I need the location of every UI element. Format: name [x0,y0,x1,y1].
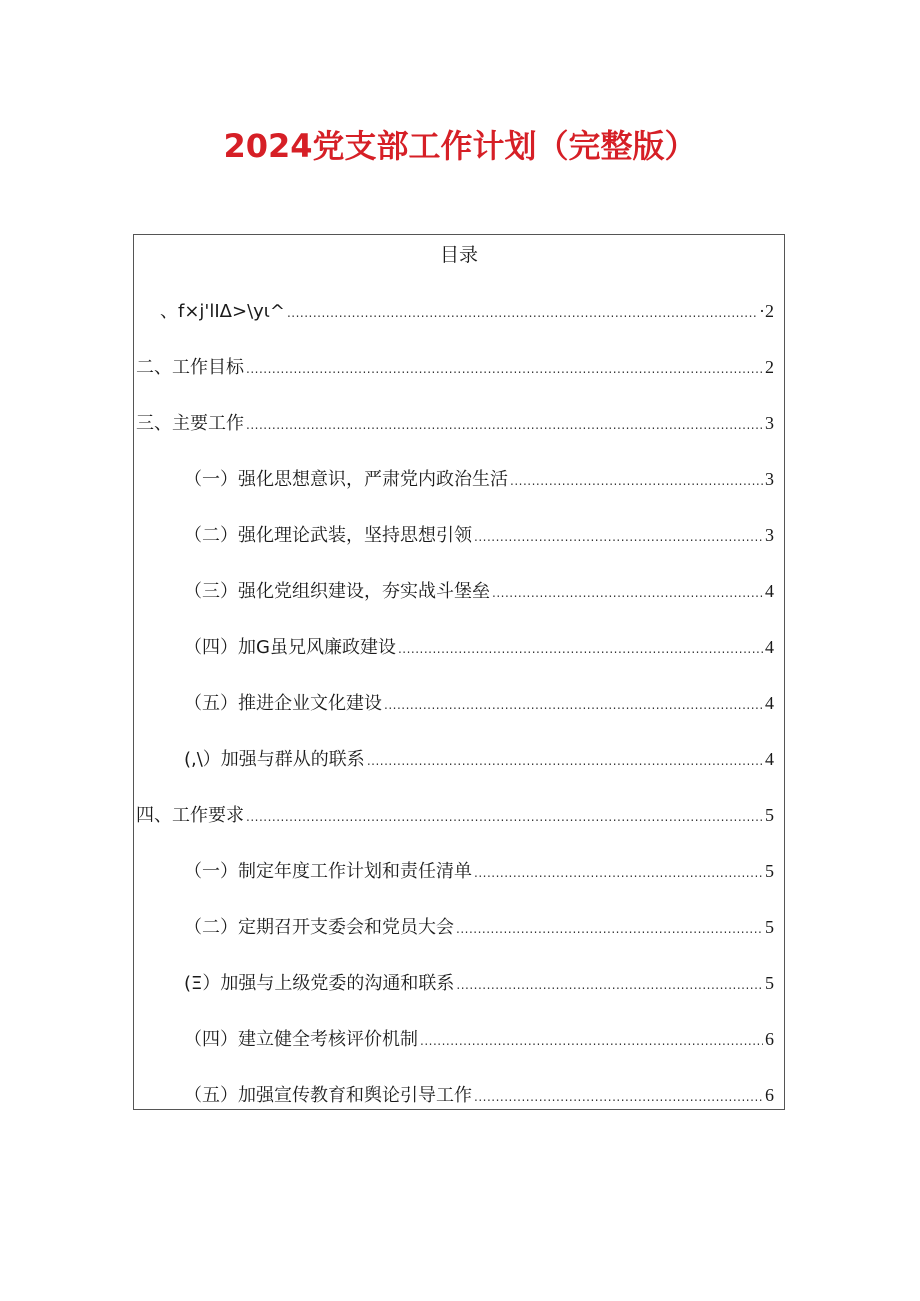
toc-page-number: ·2 [759,301,774,321]
toc-leader-dots [384,690,763,720]
toc-entry[interactable] [134,520,784,550]
toc-page-number: 3 [765,469,774,489]
toc-entry-label: （三）强化党组织建设，夯实战斗堡垒 [184,581,490,602]
toc-entry-label: 、f×j'lΙΔ>\yι^ [160,301,285,322]
toc-entry-label: （四）建立健全考核评价机制 [184,1029,418,1050]
toc-entry[interactable] [134,1024,784,1054]
toc-leader-dots [398,634,763,664]
toc-entry[interactable] [134,296,784,326]
toc-entry[interactable] [134,688,784,718]
toc-leader-dots [474,1082,763,1112]
toc-entry[interactable] [134,744,784,774]
toc-page-number: 2 [765,357,774,377]
toc-entry-label: 二、工作目标 [136,357,244,378]
toc-page-number: 4 [765,581,774,601]
toc-leader-dots [510,466,763,496]
toc-entry-label: （一）强化思想意识，严肃党内政治生活 [184,469,508,490]
toc-entry-label: (Ξ）加强与上级党委的沟通和联系 [184,973,455,994]
toc-leader-dots [246,354,763,384]
toc-heading: 目录 [439,244,478,266]
toc-leader-dots [287,298,757,328]
toc-leader-dots [420,1026,763,1056]
document-title: 2024党支部工作计划（完整版） [223,127,697,165]
toc-entry[interactable] [134,1080,784,1110]
toc-entry-label: （五）加强宣传教育和舆论引导工作 [184,1085,472,1106]
toc-entry-label: （五）推进企业文化建设 [184,693,382,714]
toc-entry[interactable] [134,632,784,662]
toc-entry[interactable] [134,576,784,606]
toc-page-number: 4 [765,693,774,713]
toc-page-number: 3 [765,413,774,433]
toc-leader-dots [246,802,763,832]
toc-entry-label: （四）加G虽兄风廉政建设 [184,637,396,658]
toc-leader-dots [367,746,763,776]
toc-leader-dots [456,914,763,944]
toc-page-number: 6 [765,1029,774,1049]
toc-entry[interactable] [134,856,784,886]
toc-page-number: 5 [765,973,774,993]
toc-page-number: 5 [765,805,774,825]
toc-page-number: 5 [765,917,774,937]
toc-entry-label: (,\）加强与群从的联系 [184,749,365,770]
toc-entry-label: 三、主要工作 [136,413,244,434]
toc-page-number: 6 [765,1085,774,1105]
toc-entry-label: （二）强化理论武装，坚持思想引领 [184,525,472,546]
toc-entry[interactable] [134,408,784,438]
toc-leader-dots [456,970,763,1000]
toc-leader-dots [474,522,763,552]
toc-page-number: 4 [765,749,774,769]
toc-list [134,235,784,1109]
table-of-contents [133,234,785,1110]
toc-page-number: 5 [765,861,774,881]
toc-entry-label: （一）制定年度工作计划和责任清单 [184,861,472,882]
toc-entry[interactable] [134,352,784,382]
toc-entry-label: （二）定期召开支委会和党员大会 [184,917,454,938]
toc-entry[interactable] [134,800,784,830]
toc-entry[interactable] [134,968,784,998]
toc-leader-dots [246,410,763,440]
toc-entry[interactable] [134,464,784,494]
toc-entry[interactable] [134,912,784,942]
toc-page-number: 4 [765,637,774,657]
toc-leader-dots [474,858,763,888]
toc-leader-dots [492,578,763,608]
toc-page-number: 3 [765,525,774,545]
toc-entry-label: 四、工作要求 [136,805,244,826]
